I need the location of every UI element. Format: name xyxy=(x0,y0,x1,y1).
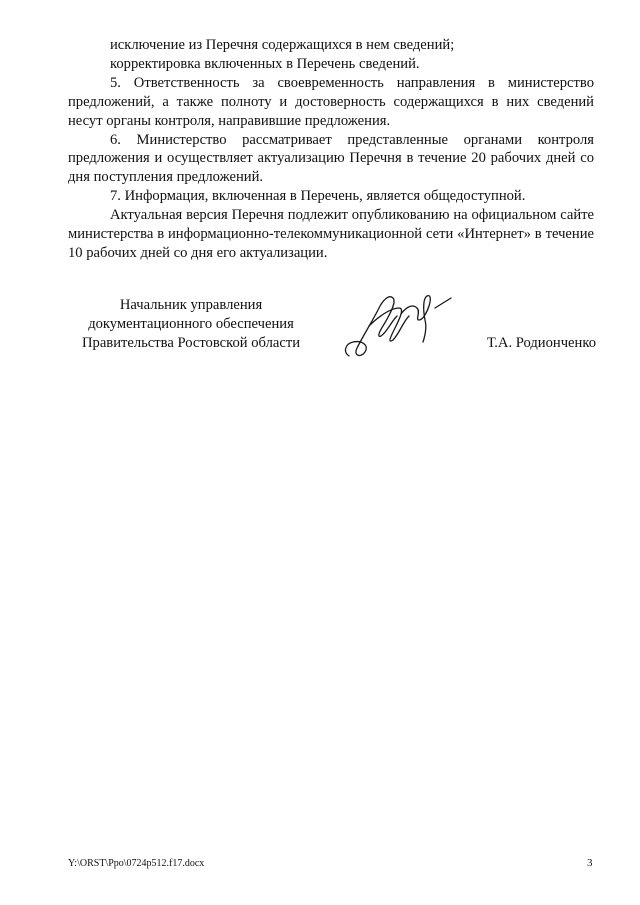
paragraph-publication: Актуальная версия Перечня подлежит опубликованию на официальном сайте министерства в информационно-телекоммуникационной сети «Интернет» в течение 10 рабочих дней со дня его актуализации. xyxy=(68,207,594,261)
signer-position xyxy=(66,296,316,353)
paragraph-item-6: 6. Министерство рассматривает представленные органами контроля предложения и осуществляет актуализацию Перечня в течение 20 рабочих дней со дня поступления предложений. xyxy=(68,131,594,186)
paragraph-item-5: 5. Ответственность за своевременность направления в министерство предложений, а также полноту и достоверность содержащихся в них сведений несут органы контроля, направившие предложения. xyxy=(68,74,594,129)
signer-position-line: Правительства Ростовской области xyxy=(81,335,301,351)
handwritten-signature xyxy=(339,286,459,366)
footer-file-path: Y:\ORST\Ppo\0724p512.f17.docx xyxy=(68,858,205,869)
paragraph-item-7: 7. Информация, включенная в Перечень, является общедоступной. xyxy=(110,188,526,205)
page-number: 3 xyxy=(587,857,593,869)
signer-name: Т.А. Родионченко xyxy=(486,335,596,351)
signer-position-line: Начальник управления xyxy=(119,297,263,313)
signature-block xyxy=(66,296,596,376)
signer-position-line: документационного обеспечения xyxy=(88,316,294,332)
paragraph-correction: корректировка включенных в Перечень сведений. xyxy=(110,55,420,72)
document-body xyxy=(68,36,594,263)
paragraph-exclusion: исключение из Перечня содержащихся в нем сведений; xyxy=(110,37,455,53)
